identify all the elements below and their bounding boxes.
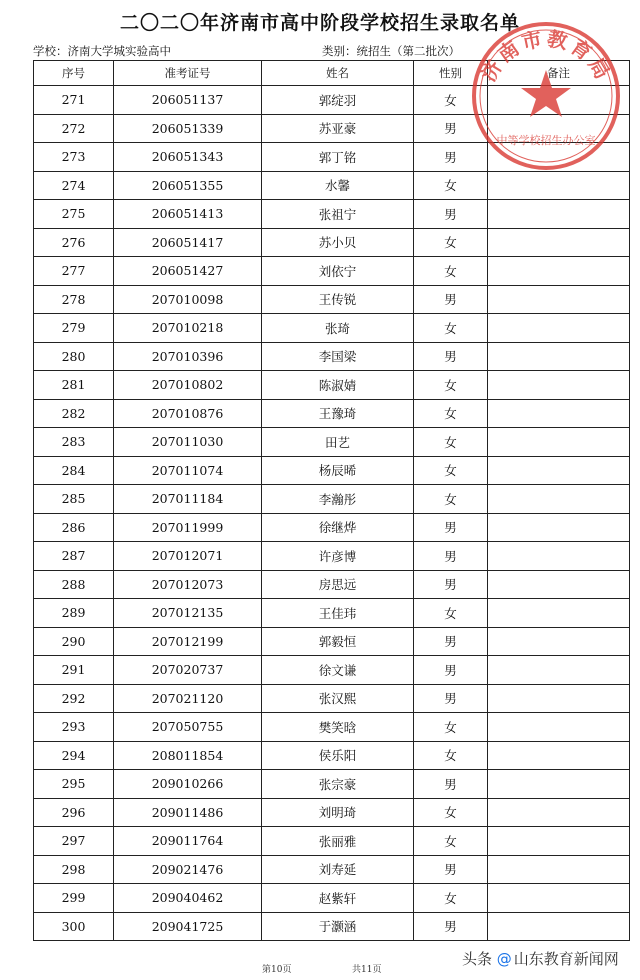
table-row: [34, 684, 630, 713]
cell-remark: [488, 912, 630, 941]
official-seal: [470, 20, 622, 172]
cell-index: 278: [34, 285, 114, 314]
cell-name: 水馨: [262, 171, 414, 200]
cell-index: 274: [34, 171, 114, 200]
cell-index: 272: [34, 114, 114, 143]
cell-remark: [488, 570, 630, 599]
cell-gender: 女: [414, 798, 488, 827]
header-remark: 备注: [488, 61, 630, 86]
cell-remark: [488, 257, 630, 286]
cell-name: 杨辰晞: [262, 456, 414, 485]
cell-gender: 男: [414, 912, 488, 941]
table-row: [34, 770, 630, 799]
cell-exam-id: 207012135: [114, 599, 262, 628]
cell-gender: 女: [414, 741, 488, 770]
cell-exam-id: 207012199: [114, 627, 262, 656]
table-row: [34, 200, 630, 229]
category-label: 类别：统招生（第二批次）: [322, 44, 460, 58]
cell-name: 刘依宁: [262, 257, 414, 286]
table-row: [34, 428, 630, 457]
cell-exam-id: 206051413: [114, 200, 262, 229]
cell-remark: [488, 599, 630, 628]
cell-index: 276: [34, 228, 114, 257]
header-exam-id: 准考证号: [114, 61, 262, 86]
cell-remark: [488, 855, 630, 884]
cell-gender: 男: [414, 143, 488, 172]
cell-name: 郭毅恒: [262, 627, 414, 656]
cell-index: 275: [34, 200, 114, 229]
cell-exam-id: 207012071: [114, 542, 262, 571]
table-row: [34, 399, 630, 428]
table-row: [34, 855, 630, 884]
table-row: [34, 570, 630, 599]
cell-exam-id: 207011999: [114, 513, 262, 542]
cell-index: 289: [34, 599, 114, 628]
table-row: [34, 741, 630, 770]
cell-exam-id: 206051417: [114, 228, 262, 257]
table-row: [34, 342, 630, 371]
cell-remark: [488, 399, 630, 428]
cell-index: 295: [34, 770, 114, 799]
cell-name: 张宗豪: [262, 770, 414, 799]
cell-exam-id: 207010098: [114, 285, 262, 314]
header-index: 序号: [34, 61, 114, 86]
cell-remark: [488, 770, 630, 799]
cell-exam-id: 207011074: [114, 456, 262, 485]
table-row: [34, 228, 630, 257]
cell-gender: 男: [414, 684, 488, 713]
cell-name: 王佳玮: [262, 599, 414, 628]
school-label: 学校：济南大学城实验高中: [33, 44, 171, 58]
cell-gender: 男: [414, 285, 488, 314]
cell-index: 283: [34, 428, 114, 457]
cell-gender: 男: [414, 570, 488, 599]
cell-exam-id: 209041725: [114, 912, 262, 941]
cell-name: 陈淑婧: [262, 371, 414, 400]
cell-gender: 女: [414, 428, 488, 457]
cell-gender: 男: [414, 200, 488, 229]
cell-index: 296: [34, 798, 114, 827]
seal-text: 济南市教育局: [475, 26, 617, 86]
cell-gender: 男: [414, 627, 488, 656]
cell-gender: 男: [414, 513, 488, 542]
header-name: 姓名: [262, 61, 414, 86]
cell-gender: 女: [414, 599, 488, 628]
cell-gender: 女: [414, 371, 488, 400]
cell-index: 287: [34, 542, 114, 571]
cell-name: 许彦博: [262, 542, 414, 571]
cell-exam-id: 206051339: [114, 114, 262, 143]
cell-name: 赵紫轩: [262, 884, 414, 913]
watermark: 头条 @ 山东教育新闻网: [462, 950, 619, 968]
cell-remark: [488, 200, 630, 229]
cell-name: 于灏涵: [262, 912, 414, 941]
cell-index: 280: [34, 342, 114, 371]
cell-gender: 男: [414, 114, 488, 143]
cell-index: 297: [34, 827, 114, 856]
cell-gender: 男: [414, 342, 488, 371]
cell-index: 288: [34, 570, 114, 599]
cell-index: 291: [34, 656, 114, 685]
cell-exam-id: 207020737: [114, 656, 262, 685]
cell-name: 张祖宁: [262, 200, 414, 229]
cell-index: 277: [34, 257, 114, 286]
cell-remark: [488, 456, 630, 485]
seal-subtext: 中等学校招生办公室: [496, 134, 596, 147]
cell-remark: [488, 656, 630, 685]
cell-index: 273: [34, 143, 114, 172]
cell-gender: 女: [414, 884, 488, 913]
cell-name: 房思远: [262, 570, 414, 599]
cell-name: 徐文谦: [262, 656, 414, 685]
cell-index: 300: [34, 912, 114, 941]
table-row: [34, 884, 630, 913]
table-row: [34, 456, 630, 485]
cell-remark: [488, 542, 630, 571]
cell-index: 284: [34, 456, 114, 485]
table-row: [34, 827, 630, 856]
cell-name: 刘明琦: [262, 798, 414, 827]
table-row: [34, 656, 630, 685]
cell-gender: 女: [414, 228, 488, 257]
cell-remark: [488, 827, 630, 856]
cell-exam-id: 206051427: [114, 257, 262, 286]
cell-index: 293: [34, 713, 114, 742]
cell-name: 张丽雅: [262, 827, 414, 856]
cell-gender: 男: [414, 855, 488, 884]
cell-exam-id: 207010396: [114, 342, 262, 371]
cell-index: 292: [34, 684, 114, 713]
cell-exam-id: 209010266: [114, 770, 262, 799]
cell-exam-id: 207010218: [114, 314, 262, 343]
header-gender: 性别: [414, 61, 488, 86]
table-row: [34, 912, 630, 941]
cell-remark: [488, 428, 630, 457]
cell-index: 294: [34, 741, 114, 770]
cell-remark: [488, 485, 630, 514]
cell-exam-id: 209040462: [114, 884, 262, 913]
cell-exam-id: 206051343: [114, 143, 262, 172]
cell-gender: 女: [414, 456, 488, 485]
cell-remark: [488, 798, 630, 827]
cell-exam-id: 209011486: [114, 798, 262, 827]
cell-exam-id: 207021120: [114, 684, 262, 713]
cell-gender: 男: [414, 542, 488, 571]
cell-name: 刘寿延: [262, 855, 414, 884]
cell-name: 田艺: [262, 428, 414, 457]
page-total: 共11页: [352, 965, 382, 975]
cell-name: 苏亚豪: [262, 114, 414, 143]
cell-name: 郭丁铭: [262, 143, 414, 172]
cell-gender: 男: [414, 770, 488, 799]
cell-gender: 女: [414, 257, 488, 286]
table-row: [34, 713, 630, 742]
cell-remark: [488, 627, 630, 656]
cell-remark: [488, 884, 630, 913]
cell-name: 李瀚彤: [262, 485, 414, 514]
cell-remark: [488, 713, 630, 742]
cell-name: 王豫琦: [262, 399, 414, 428]
cell-name: 徐继烨: [262, 513, 414, 542]
table-row: [34, 542, 630, 571]
table-row: [34, 599, 630, 628]
cell-remark: [488, 171, 630, 200]
cell-exam-id: 209011764: [114, 827, 262, 856]
cell-remark: [488, 513, 630, 542]
cell-remark: [488, 741, 630, 770]
cell-gender: 女: [414, 171, 488, 200]
document-title: 二〇二〇年济南市高中阶段学校招生录取名单: [119, 12, 520, 34]
table-row: [34, 314, 630, 343]
cell-remark: [488, 314, 630, 343]
cell-gender: 女: [414, 314, 488, 343]
cell-index: 282: [34, 399, 114, 428]
cell-exam-id: 209021476: [114, 855, 262, 884]
cell-exam-id: 206051355: [114, 171, 262, 200]
cell-index: 279: [34, 314, 114, 343]
cell-exam-id: 207050755: [114, 713, 262, 742]
table-row: [34, 257, 630, 286]
cell-name: 樊笑晗: [262, 713, 414, 742]
page-number: 第10页: [262, 965, 292, 975]
table-row: [34, 627, 630, 656]
cell-remark: [488, 684, 630, 713]
cell-exam-id: 207010876: [114, 399, 262, 428]
table-row: [34, 371, 630, 400]
cell-remark: [488, 228, 630, 257]
table-row: [34, 485, 630, 514]
cell-exam-id: 207012073: [114, 570, 262, 599]
cell-name: 郭绽羽: [262, 86, 414, 115]
cell-exam-id: 207011184: [114, 485, 262, 514]
cell-gender: 女: [414, 399, 488, 428]
cell-remark: [488, 285, 630, 314]
cell-index: 290: [34, 627, 114, 656]
table-row: [34, 513, 630, 542]
cell-index: 299: [34, 884, 114, 913]
cell-name: 张琦: [262, 314, 414, 343]
cell-exam-id: 208011854: [114, 741, 262, 770]
table-row: [34, 171, 630, 200]
cell-remark: [488, 371, 630, 400]
cell-remark: [488, 342, 630, 371]
cell-name: 苏小贝: [262, 228, 414, 257]
cell-name: 张汉熙: [262, 684, 414, 713]
cell-index: 298: [34, 855, 114, 884]
cell-index: 271: [34, 86, 114, 115]
cell-gender: 女: [414, 86, 488, 115]
cell-gender: 女: [414, 713, 488, 742]
table-row: [34, 285, 630, 314]
cell-exam-id: 206051137: [114, 86, 262, 115]
table-row: [34, 798, 630, 827]
cell-index: 285: [34, 485, 114, 514]
cell-exam-id: 207011030: [114, 428, 262, 457]
cell-name: 王传锐: [262, 285, 414, 314]
cell-exam-id: 207010802: [114, 371, 262, 400]
cell-gender: 女: [414, 485, 488, 514]
admission-table: [33, 60, 630, 941]
cell-name: 李国梁: [262, 342, 414, 371]
cell-gender: 女: [414, 827, 488, 856]
cell-index: 286: [34, 513, 114, 542]
cell-gender: 男: [414, 656, 488, 685]
cell-name: 侯乐阳: [262, 741, 414, 770]
cell-index: 281: [34, 371, 114, 400]
